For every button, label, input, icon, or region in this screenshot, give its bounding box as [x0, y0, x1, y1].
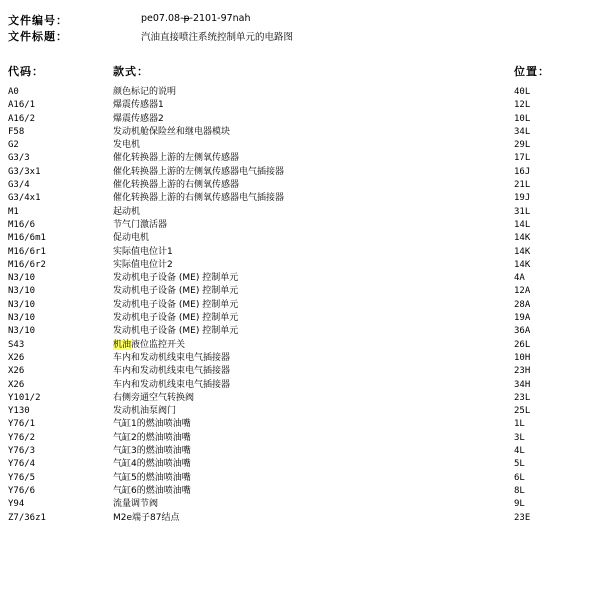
- component-position: 26L: [514, 339, 531, 350]
- component-description: 发动机油泵阀门: [113, 406, 177, 417]
- component-position: 29L: [514, 140, 531, 151]
- table-row: [0, 339, 601, 352]
- component-description: M2e端子87结点: [113, 512, 180, 523]
- component-position: 14K: [514, 259, 531, 270]
- component-code: M1: [8, 206, 19, 217]
- doc-number-prefix: pe07.08-: [141, 13, 184, 24]
- component-code: G3/4x1: [8, 193, 41, 204]
- component-description: 催化转换器上游的左侧氧传感器电气插接器: [113, 166, 285, 177]
- component-description: 气缸1的燃油喷油嘴: [113, 419, 191, 430]
- component-description: 发动机舱保险丝和继电器模块: [113, 126, 231, 137]
- component-position: 21L: [514, 180, 531, 191]
- component-description: 实际值电位计2: [113, 259, 173, 270]
- table-row: [0, 352, 601, 365]
- component-position: 12A: [514, 286, 531, 297]
- component-description: 发动机电子设备 (ME) 控制单元: [113, 273, 239, 284]
- component-description: 气缸4的燃油喷油嘴: [113, 459, 191, 470]
- component-code: G3/3: [8, 153, 30, 164]
- component-position: 17L: [514, 153, 531, 164]
- column-header-pos: 位置：: [514, 65, 550, 78]
- component-description: 气缸6的燃油喷油嘴: [113, 485, 191, 496]
- doc-title-label: 文件标题：: [8, 30, 68, 43]
- component-description: 促动电机: [113, 233, 150, 244]
- component-code: A16/2: [8, 113, 36, 124]
- component-description: 发动机电子设备 (ME) 控制单元: [113, 299, 239, 310]
- component-description: 发动机电子设备 (ME) 控制单元: [113, 286, 239, 297]
- table-row: [0, 246, 601, 259]
- component-position: 8L: [514, 485, 525, 496]
- component-position: 19J: [514, 193, 531, 204]
- table-row: [0, 152, 601, 165]
- component-code: N3/10: [8, 286, 36, 297]
- table-row: [0, 272, 601, 285]
- component-code: N3/10: [8, 313, 36, 324]
- component-position: 23E: [514, 512, 531, 523]
- component-description: 发电机: [113, 140, 141, 151]
- component-description: 催化转换器上游的左侧氧传感器: [113, 153, 240, 164]
- component-position: 25L: [514, 406, 531, 417]
- component-position: 3L: [514, 432, 525, 443]
- component-position: 14K: [514, 233, 531, 244]
- component-description: 催化转换器上游的右侧氧传感器电气插接器: [113, 193, 285, 204]
- component-code: Y76/3: [8, 446, 36, 457]
- component-description: 爆震传感器2: [113, 113, 164, 124]
- component-position: 31L: [514, 206, 531, 217]
- component-position: 10L: [514, 113, 531, 124]
- component-description: 节气门激活器: [113, 219, 168, 230]
- component-position: 12L: [514, 100, 531, 111]
- component-code: F58: [8, 126, 25, 137]
- component-code: M16/6r2: [8, 259, 46, 270]
- component-position: 14L: [514, 219, 531, 230]
- component-code: Y130: [8, 406, 30, 417]
- component-code: A0: [8, 87, 19, 97]
- component-description: 起动机: [113, 206, 141, 217]
- table-row: [0, 312, 601, 325]
- table-row: [0, 418, 601, 431]
- table-row: [0, 498, 601, 511]
- component-description: 发动机电子设备 (ME) 控制单元: [113, 326, 239, 337]
- description-text: 液位监控开关: [131, 339, 186, 350]
- component-code: A16/1: [8, 100, 36, 111]
- doc-title-value: 汽油直接喷注系统控制单元的电路图: [141, 32, 294, 43]
- component-description: 流量调节阀: [113, 499, 159, 510]
- component-position: 28A: [514, 299, 531, 310]
- component-code: S43: [8, 339, 25, 350]
- component-position: 1L: [514, 419, 525, 430]
- component-position: 16J: [514, 166, 531, 177]
- component-description: 发动机电子设备 (ME) 控制单元: [113, 313, 239, 324]
- table-row: [0, 379, 601, 392]
- component-description: 颜色标记的说明: [113, 87, 177, 97]
- component-code: Y76/1: [8, 419, 36, 430]
- component-description: [113, 339, 185, 352]
- component-position: 6L: [514, 472, 525, 483]
- component-code: N3/10: [8, 299, 36, 310]
- component-description: 车内和发动机线束电气插接器: [113, 352, 231, 363]
- table-row: [0, 219, 601, 232]
- component-code: X26: [8, 379, 25, 390]
- component-code: Y94: [8, 499, 25, 510]
- component-code: Y76/5: [8, 472, 36, 483]
- column-header-desc: 款式：: [113, 65, 149, 78]
- component-code: Z7/36z1: [8, 512, 46, 523]
- table-row: [0, 365, 601, 378]
- component-description: 气缸2的燃油喷油嘴: [113, 432, 191, 443]
- component-position: 4L: [514, 446, 525, 457]
- table-row: [0, 512, 601, 525]
- table-row: [0, 432, 601, 445]
- table-row: [0, 126, 601, 139]
- component-code: N3/10: [8, 273, 36, 284]
- component-position: 34H: [514, 379, 531, 390]
- component-description: 车内和发动机线束电气插接器: [113, 366, 231, 377]
- doc-number-value: [141, 13, 251, 24]
- table-row: [0, 285, 601, 298]
- component-position: 23H: [514, 366, 531, 377]
- component-position: 9L: [514, 499, 525, 510]
- highlighted-text: 机油: [113, 339, 132, 350]
- component-position: 36A: [514, 326, 531, 337]
- table-row: [0, 485, 601, 498]
- component-position: 40L: [514, 87, 531, 97]
- table-row: [0, 405, 601, 418]
- table-row: [0, 259, 601, 272]
- component-position: 19A: [514, 313, 531, 324]
- table-row: [0, 458, 601, 471]
- component-list: [0, 86, 601, 525]
- doc-number-struck: p: [183, 13, 190, 24]
- table-row: [0, 166, 601, 179]
- component-position: 23L: [514, 392, 531, 403]
- component-position: 10H: [514, 352, 531, 363]
- component-description: 气缸3的燃油喷油嘴: [113, 446, 191, 457]
- table-row: [0, 206, 601, 219]
- component-position: 14K: [514, 246, 531, 257]
- table-row: [0, 325, 601, 338]
- component-code: Y76/2: [8, 432, 36, 443]
- component-description: 右侧旁通空气转换阀: [113, 392, 195, 403]
- component-code: G3/3x1: [8, 166, 41, 177]
- table-row: [0, 192, 601, 205]
- component-code: X26: [8, 366, 25, 377]
- component-description: 催化转换器上游的右侧氧传感器: [113, 180, 240, 191]
- component-code: N3/10: [8, 326, 36, 337]
- table-row: [0, 86, 601, 99]
- table-row: [0, 113, 601, 126]
- component-position: 34L: [514, 126, 531, 137]
- table-row: [0, 232, 601, 245]
- component-code: Y76/6: [8, 485, 36, 496]
- component-position: 4A: [514, 273, 525, 284]
- column-header-code: 代码：: [8, 65, 44, 78]
- table-row: [0, 299, 601, 312]
- component-code: M16/6m1: [8, 233, 46, 244]
- component-code: G3/4: [8, 180, 30, 191]
- table-row: [0, 445, 601, 458]
- doc-number-label: 文件编号：: [8, 14, 68, 27]
- doc-number-suffix: -2101-97nah: [189, 13, 251, 24]
- table-row: [0, 392, 601, 405]
- component-description: 车内和发动机线束电气插接器: [113, 379, 231, 390]
- table-row: [0, 472, 601, 485]
- component-code: Y101/2: [8, 392, 41, 403]
- component-description: 实际值电位计1: [113, 246, 173, 257]
- component-code: M16/6r1: [8, 246, 46, 257]
- component-code: Y76/4: [8, 459, 36, 470]
- component-code: M16/6: [8, 219, 36, 230]
- component-description: 爆震传感器1: [113, 100, 164, 111]
- table-row: [0, 139, 601, 152]
- table-row: [0, 99, 601, 112]
- component-description: 气缸5的燃油喷油嘴: [113, 472, 191, 483]
- component-position: 5L: [514, 459, 525, 470]
- table-row: [0, 179, 601, 192]
- component-code: X26: [8, 352, 25, 363]
- component-code: G2: [8, 140, 19, 151]
